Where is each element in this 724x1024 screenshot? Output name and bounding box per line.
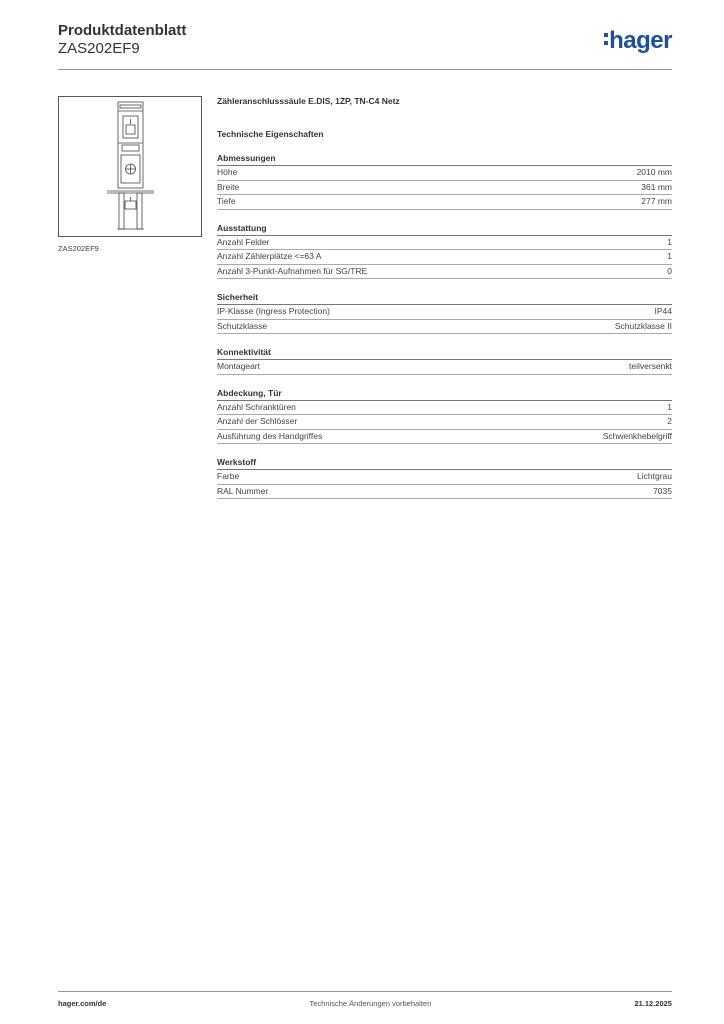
spec-value: 1 [667,251,672,261]
product-drawing-icon [59,97,201,236]
spec-label: Farbe [217,471,240,481]
spec-row [217,320,672,335]
spec-value: 2010 mm [636,167,672,177]
section-title: Abdeckung, Tür [217,387,672,401]
section-title: Sicherheit [217,291,672,305]
product-specs [217,96,672,499]
product-image [58,96,202,237]
footer-website: hager.com/de [58,999,107,1008]
spec-value: teilversenkt [629,361,672,371]
spec-row [217,265,672,280]
spec-value: Schutzklasse II [614,320,672,331]
spec-row [217,236,672,251]
spec-value: 7035 [653,485,672,496]
section-title: Konnektivität [217,346,672,360]
spec-label: Anzahl Felder [217,236,270,247]
spec-section [217,346,672,375]
page-header [58,22,672,70]
spec-label: Breite [217,181,240,192]
section-title: Ausstattung [217,222,672,236]
spec-row [217,305,672,320]
spec-label: RAL Nummer [217,485,269,496]
spec-label: Höhe [217,167,238,177]
spec-value: IP44 [654,306,672,316]
spec-row [217,430,672,445]
spec-row [217,470,672,485]
section-title: Abmessungen [217,152,672,166]
footer-date: 21.12.2025 [634,999,672,1008]
spec-label: IP-Klasse (Ingress Protection) [217,306,330,316]
spec-label: Anzahl Schranktüren [217,401,296,412]
product-name: Zähleranschlusssäule E.DIS, 1ZP, TN-C4 Netz [217,96,400,106]
spec-value: 277 mm [641,196,672,206]
technical-properties-heading: Technische Eigenschaften [217,129,324,139]
image-caption: ZAS202EF9 [58,244,99,253]
spec-row [217,166,672,181]
hager-logo [604,28,672,54]
footer-notice: Technische Änderungen vorbehalten [309,999,432,1008]
spec-row [217,360,672,375]
section-title: Werkstoff [217,456,672,470]
spec-row [217,250,672,265]
spec-value: 0 [667,265,672,276]
spec-value: Lichtgrau [637,471,672,481]
spec-label: Anzahl 3-Punkt-Aufnahmen für SG/TRE [217,265,368,276]
document-subtitle: ZAS202EF9 [58,40,140,57]
spec-value: 1 [667,401,672,412]
logo-dots-icon [604,33,609,49]
page-footer [58,991,672,1008]
logo-text: hager [609,27,672,54]
spec-label: Schutzklasse [217,320,268,331]
spec-row [217,401,672,416]
document-title: Produktdatenblatt [58,22,187,39]
spec-value: Schwenkhebelgriff [602,430,672,441]
spec-value: 1 [667,236,672,247]
spec-section [217,222,672,280]
spec-section [217,152,672,210]
spec-label: Ausführung des Handgriffes [217,430,323,441]
spec-label: Tiefe [217,196,236,206]
spec-sections [217,152,672,499]
spec-label: Anzahl der Schlösser [217,416,298,426]
spec-section [217,291,672,334]
spec-value: 361 mm [641,181,672,192]
spec-row [217,415,672,430]
spec-label: Anzahl Zählerplätze <=63 A [217,251,322,261]
spec-section [217,456,672,499]
spec-row [217,195,672,210]
spec-value: 2 [667,416,672,426]
spec-row [217,181,672,196]
spec-section [217,387,672,445]
spec-row [217,485,672,500]
spec-label: Montageart [217,361,260,371]
